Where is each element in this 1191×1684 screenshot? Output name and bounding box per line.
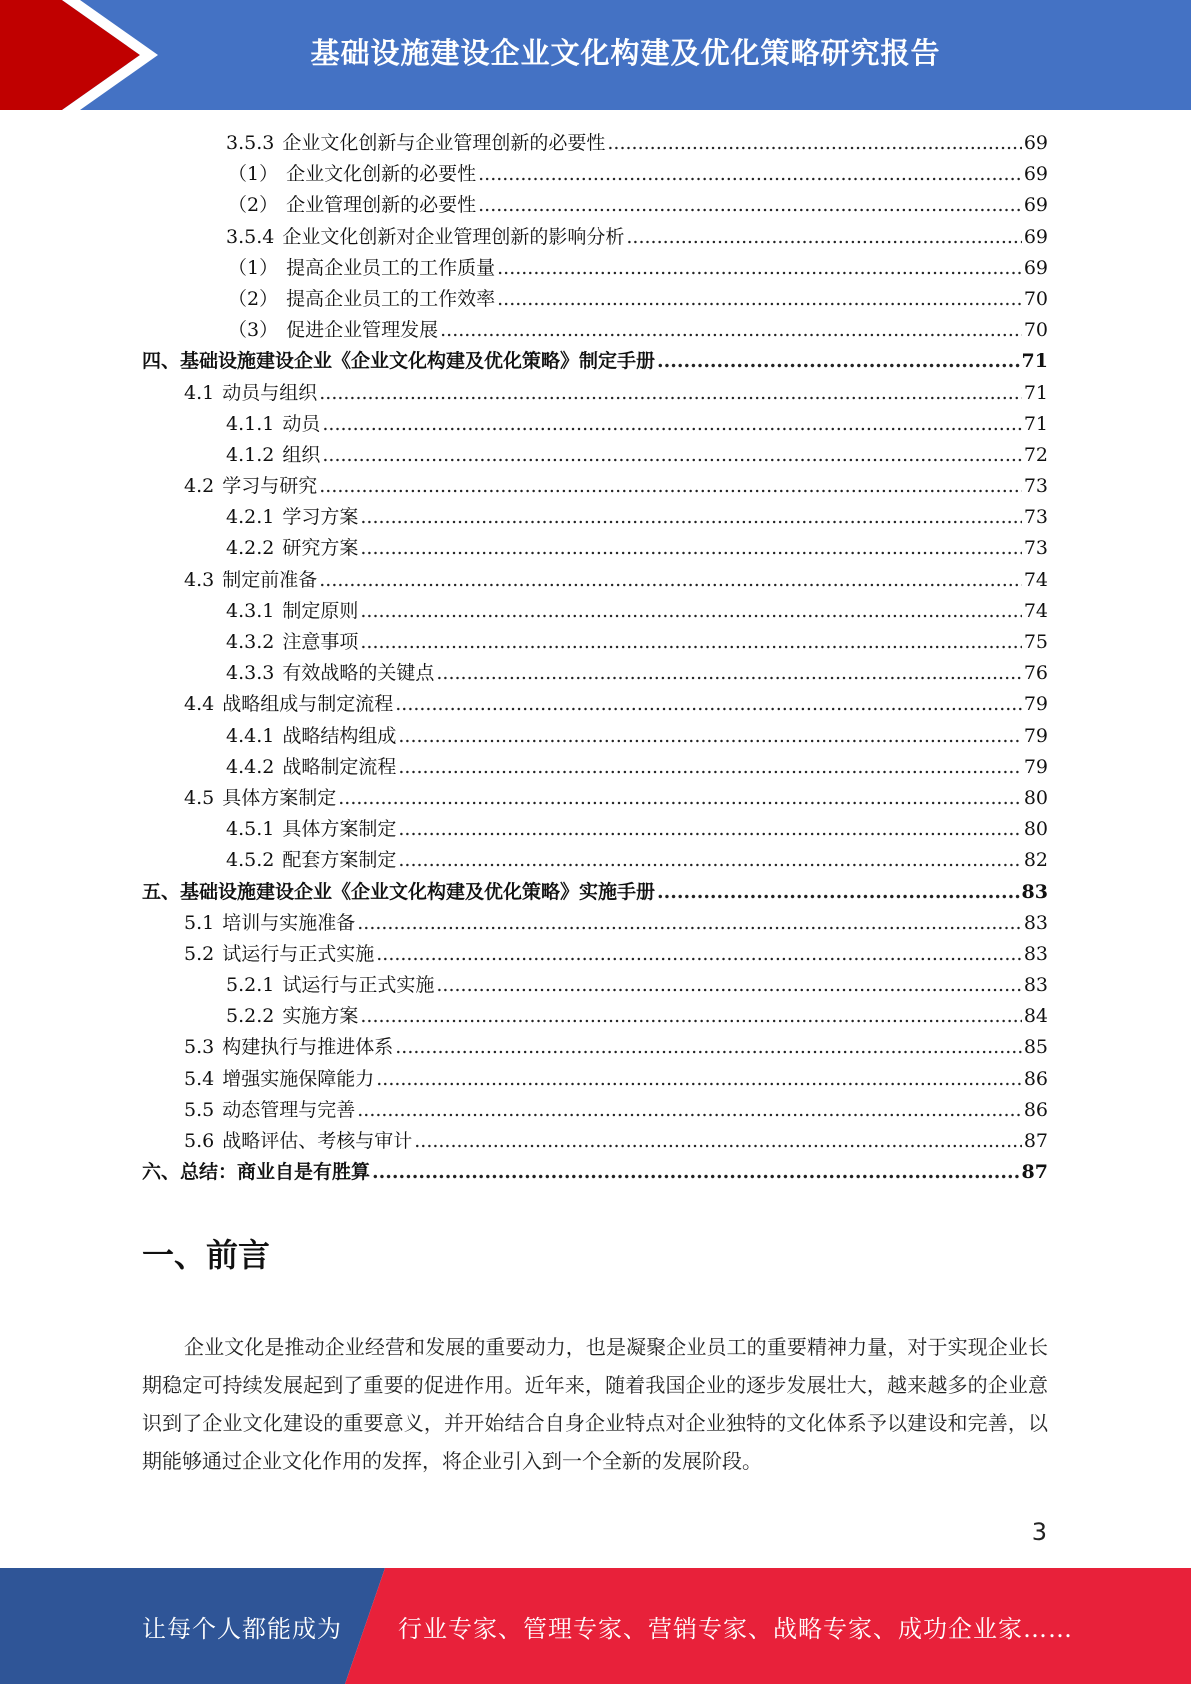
toc-entry-title: 六、总结：商业自是有胜算 xyxy=(142,1161,371,1184)
toc-entry-page: 83 xyxy=(1021,880,1048,903)
toc-entry-number: 4.3 xyxy=(184,568,215,591)
toc-entry-page: 83 xyxy=(1023,974,1048,997)
toc-dot-leader xyxy=(360,502,1021,533)
toc-entry[interactable] xyxy=(142,845,1048,876)
toc-entry-title: 战略制定流程 xyxy=(282,755,397,778)
toc-entry-number: 4.4.2 xyxy=(226,755,275,778)
toc-entry[interactable] xyxy=(142,877,1048,908)
toc-entry-title: 培训与实施准备 xyxy=(222,911,356,934)
toc-entry[interactable] xyxy=(142,596,1048,627)
toc-entry[interactable] xyxy=(142,658,1048,689)
toc-entry[interactable] xyxy=(142,471,1048,502)
toc-entry-page: 85 xyxy=(1023,1036,1048,1059)
toc-entry-title: 研究方案 xyxy=(282,537,359,560)
toc-entry-number: 5.2.2 xyxy=(226,1005,275,1028)
toc-dot-leader xyxy=(607,128,1021,159)
toc-entry-page: 83 xyxy=(1023,942,1048,965)
toc-entry-number: 4.2 xyxy=(184,475,215,498)
toc-entry-page: 79 xyxy=(1023,755,1048,778)
toc-entry[interactable] xyxy=(142,346,1048,377)
toc-dot-leader xyxy=(360,627,1021,658)
footer-slogan-left: 让每个人都能成为 xyxy=(142,1614,342,1643)
toc-entry-page: 74 xyxy=(1023,599,1048,622)
toc-dot-leader xyxy=(395,689,1022,720)
toc-entry-page: 74 xyxy=(1023,568,1048,591)
toc-dot-leader xyxy=(497,253,1022,284)
toc-entry-number: 4.2.1 xyxy=(226,506,275,529)
toc-entry-page: 86 xyxy=(1023,1067,1048,1090)
toc-dot-leader xyxy=(414,1126,1022,1157)
toc-entry-page: 72 xyxy=(1023,443,1048,466)
toc-entry[interactable] xyxy=(142,1126,1048,1157)
toc-entry-page: 87 xyxy=(1021,1161,1048,1184)
toc-entry[interactable] xyxy=(142,1032,1048,1063)
toc-entry[interactable] xyxy=(142,190,1048,221)
toc-entry-title: 实施方案 xyxy=(282,1005,359,1028)
toc-entry-page: 87 xyxy=(1023,1130,1048,1152)
toc-entry-page: 82 xyxy=(1023,849,1048,872)
toc-entry-title: 注意事项 xyxy=(282,631,359,653)
toc-entry-page: 69 xyxy=(1023,163,1048,186)
toc-entry-title: 企业管理创新的必要性 xyxy=(286,194,477,217)
toc-entry-title: 促进企业管理发展 xyxy=(286,319,439,342)
toc-entry-title: 提高企业员工的工作效率 xyxy=(286,287,496,310)
toc-entry[interactable] xyxy=(142,970,1048,1001)
toc-entry-page: 71 xyxy=(1021,350,1048,373)
toc-entry[interactable] xyxy=(142,627,1048,658)
toc-dot-leader xyxy=(376,939,1022,970)
toc-entry[interactable] xyxy=(142,128,1048,159)
toc-entry-title: 企业文化创新对企业管理创新的影响分析 xyxy=(282,225,625,248)
toc-entry[interactable] xyxy=(142,814,1048,845)
toc-entry-number: 5.4 xyxy=(184,1067,215,1090)
toc-entry-number: （2） xyxy=(228,194,279,217)
toc-dot-leader xyxy=(357,908,1022,939)
toc-entry[interactable] xyxy=(142,908,1048,939)
toc-entry-title: 有效战略的关键点 xyxy=(282,662,435,685)
toc-entry[interactable] xyxy=(142,1157,1048,1188)
toc-dot-leader xyxy=(398,845,1021,876)
toc-entry-title: 战略组成与制定流程 xyxy=(222,693,394,716)
toc-dot-leader xyxy=(478,190,1022,221)
toc-entry-title: 具体方案制定 xyxy=(282,818,397,841)
toc-entry-page: 69 xyxy=(1023,225,1048,248)
toc-dot-leader xyxy=(319,471,1022,502)
toc-entry[interactable] xyxy=(142,159,1048,190)
toc-entry-page: 73 xyxy=(1023,506,1048,529)
toc-entry-number: 4.2.2 xyxy=(226,537,275,560)
toc-entry-title: 构建执行与推进体系 xyxy=(222,1036,394,1059)
toc-entry[interactable] xyxy=(142,1064,1048,1095)
toc-entry-title: 企业文化创新的必要性 xyxy=(286,163,477,186)
toc-entry-page: 76 xyxy=(1023,662,1048,685)
toc-entry-page: 69 xyxy=(1023,256,1048,279)
toc-dot-leader xyxy=(626,222,1021,253)
toc-entry-page: 83 xyxy=(1023,911,1048,934)
toc-dot-leader xyxy=(360,596,1021,627)
toc-entry-title: 动态管理与完善 xyxy=(222,1098,356,1121)
toc-dot-leader xyxy=(322,440,1021,471)
toc-entry[interactable] xyxy=(142,222,1048,253)
toc-entry-number: 3.5.3 xyxy=(226,132,275,154)
toc-entry[interactable] xyxy=(142,783,1048,814)
toc-entry-title: 试运行与正式实施 xyxy=(222,942,375,965)
toc-entry-number: 4.3.2 xyxy=(226,631,275,653)
toc-entry[interactable] xyxy=(142,502,1048,533)
toc-entry-number: 5.5 xyxy=(184,1098,215,1121)
section-paragraph: 企业文化是推动企业经营和发展的重要动力，也是凝聚企业员工的重要精神力量，对于实现企业长期稳定可持续发展起到了重要的促进作用。近年来，随着我国企业的逐步发展壮大，越来越多的企业意识到了企业文化建设的重要意义，并开始结合自身企业特点对企业独特的文化体系予以建设和完善，以期能够通过企业文化作用的发挥，将企业引入到一个全新的发展阶段。 xyxy=(142,1335,1048,1473)
toc-entry-title: 四、基础设施建设企业《企业文化构建及优化策略》制定手册 xyxy=(142,350,656,373)
toc-entry-page: 70 xyxy=(1023,319,1048,342)
toc-entry[interactable] xyxy=(142,253,1048,284)
toc-entry[interactable] xyxy=(142,1001,1048,1032)
toc-entry-title: 组织 xyxy=(282,443,321,466)
toc-entry-title: 学习方案 xyxy=(282,506,359,529)
toc-dot-leader xyxy=(357,1095,1022,1126)
toc-entry[interactable] xyxy=(142,533,1048,564)
toc-entry-number: 4.5.2 xyxy=(226,849,275,872)
toc-entry-title: 动员 xyxy=(282,412,321,435)
toc-dot-leader xyxy=(478,159,1022,190)
toc-entry-title: 增强实施保障能力 xyxy=(222,1067,375,1090)
toc-entry-number: 4.1.1 xyxy=(226,412,275,435)
toc-entry-number: 4.4 xyxy=(184,693,215,716)
toc-entry-number: 4.3.1 xyxy=(226,599,275,622)
toc-entry[interactable] xyxy=(142,378,1048,409)
toc-entry-title: 动员与组织 xyxy=(222,381,318,404)
toc-dot-leader xyxy=(398,814,1021,845)
toc-dot-leader xyxy=(398,721,1021,752)
toc-entry-number: 5.3 xyxy=(184,1036,215,1059)
toc-entry-page: 80 xyxy=(1023,786,1048,809)
footer-banner xyxy=(0,1568,1191,1684)
toc-entry-page: 73 xyxy=(1023,475,1048,498)
toc-entry-number: 4.4.1 xyxy=(226,724,275,747)
toc-dot-leader xyxy=(322,409,1021,440)
toc-dot-leader xyxy=(440,315,1022,346)
toc-entry-title: 制定前准备 xyxy=(222,568,318,591)
toc-dot-leader xyxy=(319,565,1022,596)
toc-entry-number: 3.5.4 xyxy=(226,225,275,248)
report-title: 基础设施建设企业文化构建及优化策略研究报告 xyxy=(310,35,941,70)
toc-entry-number: 5.2 xyxy=(184,942,215,965)
toc-entry-number: （3） xyxy=(228,319,279,342)
toc-entry-page: 73 xyxy=(1023,537,1048,560)
toc-entry-page: 79 xyxy=(1023,693,1048,716)
toc-dot-leader xyxy=(395,1032,1022,1063)
toc-dot-leader xyxy=(436,970,1021,1001)
toc-entry-page: 69 xyxy=(1023,194,1048,217)
toc-entry-page: 75 xyxy=(1023,631,1048,653)
toc-entry-number: 5.6 xyxy=(184,1130,215,1152)
toc-entry-page: 71 xyxy=(1023,412,1048,435)
table-of-contents xyxy=(142,128,1048,1188)
toc-dot-leader xyxy=(436,658,1021,689)
footer-slogan-right: 行业专家、管理专家、营销专家、战略专家、成功企业家…… xyxy=(398,1614,1073,1643)
toc-entry[interactable] xyxy=(142,752,1048,783)
toc-entry-page: 84 xyxy=(1023,1005,1048,1028)
toc-dot-leader xyxy=(398,752,1021,783)
toc-entry-number: 5.2.1 xyxy=(226,974,275,997)
toc-entry-number: 4.1 xyxy=(184,381,215,404)
toc-entry[interactable] xyxy=(142,939,1048,970)
toc-entry-title: 制定原则 xyxy=(282,599,359,622)
toc-dot-leader xyxy=(372,1157,1020,1188)
toc-entry[interactable] xyxy=(142,565,1048,596)
toc-dot-leader xyxy=(338,783,1022,814)
toc-dot-leader xyxy=(657,877,1020,908)
toc-entry-number: （2） xyxy=(228,287,279,310)
toc-entry-title: 学习与研究 xyxy=(222,475,318,498)
toc-entry-title: 具体方案制定 xyxy=(222,786,337,809)
toc-entry-number: 4.3.3 xyxy=(226,662,275,685)
toc-entry-number: （1） xyxy=(228,163,279,186)
toc-entry-title: 提高企业员工的工作质量 xyxy=(286,256,496,279)
toc-entry[interactable] xyxy=(142,1095,1048,1126)
toc-entry-number: 4.5.1 xyxy=(226,818,275,841)
toc-dot-leader xyxy=(657,346,1020,377)
toc-entry[interactable] xyxy=(142,315,1048,346)
toc-entry[interactable] xyxy=(142,721,1048,752)
toc-entry[interactable] xyxy=(142,284,1048,315)
header-banner xyxy=(0,0,1191,110)
toc-entry-title: 配套方案制定 xyxy=(282,849,397,872)
toc-dot-leader xyxy=(319,378,1022,409)
toc-entry-page: 79 xyxy=(1023,724,1048,747)
toc-dot-leader xyxy=(376,1064,1022,1095)
toc-entry[interactable] xyxy=(142,689,1048,720)
toc-dot-leader xyxy=(360,1001,1021,1032)
toc-entry-number: 4.5 xyxy=(184,786,215,809)
toc-entry-page: 71 xyxy=(1023,381,1048,404)
toc-dot-leader xyxy=(497,284,1022,315)
toc-entry[interactable] xyxy=(142,440,1048,471)
toc-entry-title: 试运行与正式实施 xyxy=(282,974,435,997)
toc-entry-page: 86 xyxy=(1023,1098,1048,1121)
section-heading: 一、前言 xyxy=(142,1236,271,1274)
toc-entry-title: 战略结构组成 xyxy=(282,724,397,747)
toc-entry-number: （1） xyxy=(228,256,279,279)
toc-entry-page: 69 xyxy=(1023,132,1048,154)
toc-entry[interactable] xyxy=(142,409,1048,440)
toc-dot-leader xyxy=(360,533,1021,564)
toc-entry-number: 5.1 xyxy=(184,911,215,934)
page-number: 3 xyxy=(1031,1518,1047,1546)
toc-entry-number: 4.1.2 xyxy=(226,443,275,466)
toc-entry-title: 企业文化创新与企业管理创新的必要性 xyxy=(282,132,606,154)
toc-entry-page: 70 xyxy=(1023,287,1048,310)
toc-entry-title: 战略评估、考核与审计 xyxy=(222,1130,413,1152)
toc-entry-title: 五、基础设施建设企业《企业文化构建及优化策略》实施手册 xyxy=(142,880,656,903)
toc-entry-page: 80 xyxy=(1023,818,1048,841)
